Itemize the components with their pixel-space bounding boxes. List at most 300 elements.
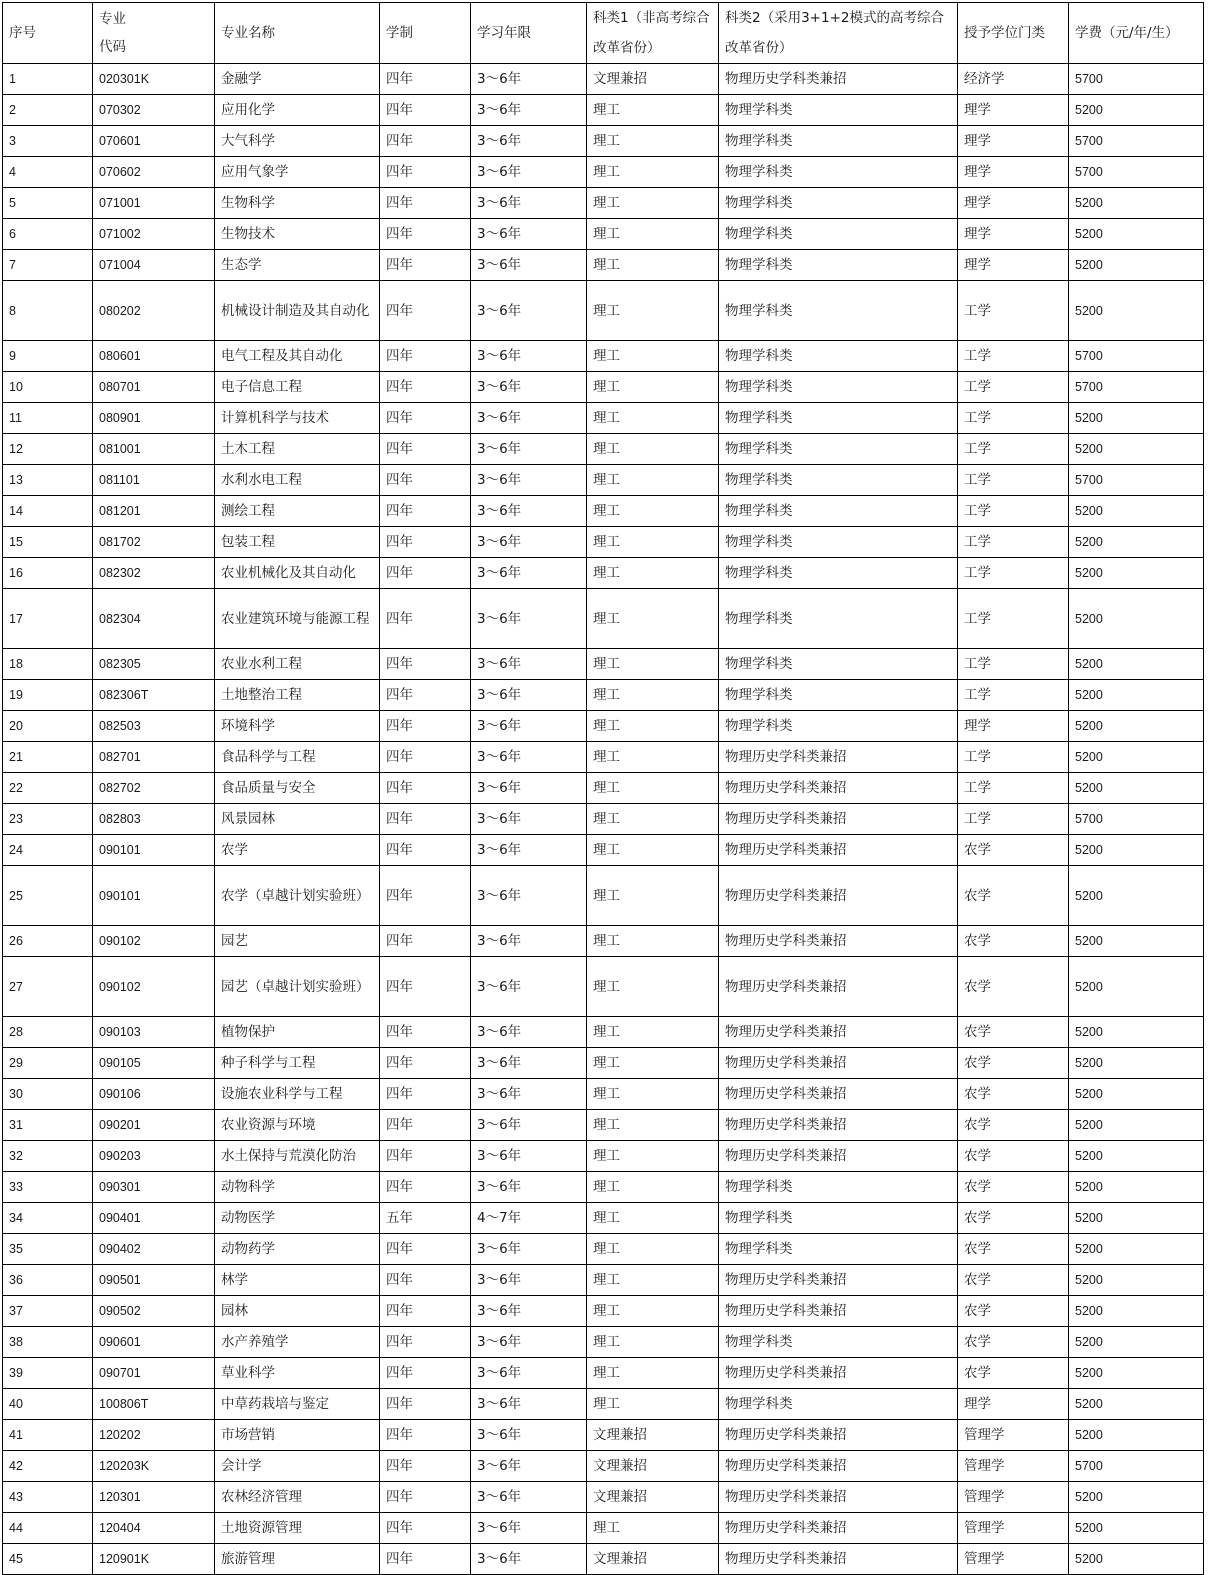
table-row	[3, 866, 1204, 926]
category-2: 物理历史学科类兼招	[719, 1513, 958, 1544]
category-2: 物理学科类	[719, 95, 958, 126]
category-2: 物理学科类	[719, 1172, 958, 1203]
table-row	[3, 1482, 1204, 1513]
major-code: 082702	[93, 773, 215, 804]
degree: 管理学	[958, 1420, 1069, 1451]
category-1: 理工	[587, 1265, 719, 1296]
study-years: 3～6年	[471, 1265, 587, 1296]
table-row	[3, 680, 1204, 711]
tuition: 5200	[1069, 1389, 1204, 1420]
major-code: 090501	[93, 1265, 215, 1296]
table-header	[3, 3, 1204, 64]
row-index: 29	[3, 1048, 93, 1079]
tuition: 5200	[1069, 1265, 1204, 1296]
col-tuition-header: 学费（元/年/生）	[1069, 3, 1204, 64]
category-2: 物理学科类	[719, 680, 958, 711]
degree: 农学	[958, 1141, 1069, 1172]
tuition: 5200	[1069, 1203, 1204, 1234]
major-name: 环境科学	[215, 711, 380, 742]
tuition: 5200	[1069, 95, 1204, 126]
table-row	[3, 1141, 1204, 1172]
major-code: 081101	[93, 465, 215, 496]
major-code: 090201	[93, 1110, 215, 1141]
degree: 经济学	[958, 64, 1069, 95]
table-row	[3, 1544, 1204, 1575]
category-2: 物理历史学科类兼招	[719, 1265, 958, 1296]
study-years: 3～6年	[471, 1358, 587, 1389]
degree: 管理学	[958, 1544, 1069, 1575]
major-code: 100806T	[93, 1389, 215, 1420]
degree: 农学	[958, 1327, 1069, 1358]
category-1: 理工	[587, 219, 719, 250]
tuition: 5200	[1069, 1327, 1204, 1358]
degree: 管理学	[958, 1513, 1069, 1544]
duration: 四年	[380, 1048, 471, 1079]
major-name: 应用化学	[215, 95, 380, 126]
tuition: 5200	[1069, 281, 1204, 341]
duration: 四年	[380, 926, 471, 957]
table-row	[3, 465, 1204, 496]
study-years: 3～6年	[471, 926, 587, 957]
category-1: 理工	[587, 558, 719, 589]
degree: 理学	[958, 250, 1069, 281]
col-study-years-header: 学习年限	[471, 3, 587, 64]
tuition: 5200	[1069, 957, 1204, 1017]
table-row	[3, 1420, 1204, 1451]
row-index: 16	[3, 558, 93, 589]
row-index: 39	[3, 1358, 93, 1389]
table-row	[3, 773, 1204, 804]
category-2: 物理历史学科类兼招	[719, 1482, 958, 1513]
degree: 农学	[958, 1110, 1069, 1141]
category-2: 物理历史学科类兼招	[719, 835, 958, 866]
category-2: 物理历史学科类兼招	[719, 1110, 958, 1141]
major-code: 090701	[93, 1358, 215, 1389]
major-code: 082503	[93, 711, 215, 742]
tuition: 5200	[1069, 926, 1204, 957]
duration: 四年	[380, 527, 471, 558]
duration: 四年	[380, 1420, 471, 1451]
table-row	[3, 496, 1204, 527]
major-name: 动物药学	[215, 1234, 380, 1265]
tuition: 5200	[1069, 742, 1204, 773]
category-1: 理工	[587, 742, 719, 773]
major-name: 金融学	[215, 64, 380, 95]
row-index: 24	[3, 835, 93, 866]
duration: 四年	[380, 1172, 471, 1203]
major-name: 生态学	[215, 250, 380, 281]
category-1: 理工	[587, 1141, 719, 1172]
study-years: 3～6年	[471, 742, 587, 773]
duration: 四年	[380, 403, 471, 434]
duration: 四年	[380, 281, 471, 341]
category-2: 物理学科类	[719, 1203, 958, 1234]
tuition: 5200	[1069, 1544, 1204, 1575]
duration: 四年	[380, 680, 471, 711]
major-name: 园艺	[215, 926, 380, 957]
major-code: 090106	[93, 1079, 215, 1110]
study-years: 3～6年	[471, 95, 587, 126]
category-2: 物理历史学科类兼招	[719, 1141, 958, 1172]
study-years: 3～6年	[471, 589, 587, 649]
table-row	[3, 558, 1204, 589]
category-2: 物理历史学科类兼招	[719, 926, 958, 957]
row-index: 4	[3, 157, 93, 188]
duration: 四年	[380, 711, 471, 742]
category-1: 理工	[587, 1358, 719, 1389]
duration: 四年	[380, 835, 471, 866]
category-1: 理工	[587, 773, 719, 804]
category-2: 物理学科类	[719, 711, 958, 742]
major-name: 会计学	[215, 1451, 380, 1482]
category-2: 物理历史学科类兼招	[719, 804, 958, 835]
tuition: 5200	[1069, 496, 1204, 527]
table-row	[3, 281, 1204, 341]
major-name: 风景园林	[215, 804, 380, 835]
degree: 农学	[958, 1296, 1069, 1327]
row-index: 31	[3, 1110, 93, 1141]
study-years: 3～6年	[471, 434, 587, 465]
category-1: 理工	[587, 465, 719, 496]
duration: 四年	[380, 1296, 471, 1327]
tuition: 5200	[1069, 1482, 1204, 1513]
major-code: 090102	[93, 957, 215, 1017]
category-1: 理工	[587, 1513, 719, 1544]
study-years: 3～6年	[471, 649, 587, 680]
study-years: 3～6年	[471, 341, 587, 372]
degree: 工学	[958, 465, 1069, 496]
study-years: 3～6年	[471, 157, 587, 188]
major-name: 计算机科学与技术	[215, 403, 380, 434]
study-years: 3～6年	[471, 1544, 587, 1575]
duration: 四年	[380, 957, 471, 1017]
category-2: 物理学科类	[719, 341, 958, 372]
degree: 工学	[958, 742, 1069, 773]
table-row	[3, 1451, 1204, 1482]
table-row	[3, 1327, 1204, 1358]
major-name: 生物科学	[215, 188, 380, 219]
category-2: 物理学科类	[719, 126, 958, 157]
row-index: 23	[3, 804, 93, 835]
major-code: 082302	[93, 558, 215, 589]
tuition: 5200	[1069, 1017, 1204, 1048]
row-index: 28	[3, 1017, 93, 1048]
major-name: 农业资源与环境	[215, 1110, 380, 1141]
duration: 四年	[380, 465, 471, 496]
row-index: 43	[3, 1482, 93, 1513]
duration: 四年	[380, 95, 471, 126]
degree: 理学	[958, 711, 1069, 742]
category-1: 理工	[587, 496, 719, 527]
study-years: 3～6年	[471, 711, 587, 742]
category-2: 物理学科类	[719, 188, 958, 219]
table-row	[3, 1079, 1204, 1110]
major-name: 水产养殖学	[215, 1327, 380, 1358]
col-major-name-header: 专业名称	[215, 3, 380, 64]
table-row	[3, 1203, 1204, 1234]
major-code: 070302	[93, 95, 215, 126]
category-1: 理工	[587, 835, 719, 866]
major-code: 081702	[93, 527, 215, 558]
table-row	[3, 341, 1204, 372]
tuition: 5700	[1069, 64, 1204, 95]
table-row	[3, 95, 1204, 126]
degree: 农学	[958, 1048, 1069, 1079]
row-index: 45	[3, 1544, 93, 1575]
category-1: 文理兼招	[587, 1420, 719, 1451]
category-1: 理工	[587, 188, 719, 219]
category-1: 理工	[587, 372, 719, 403]
study-years: 3～6年	[471, 250, 587, 281]
duration: 四年	[380, 372, 471, 403]
tuition: 5200	[1069, 219, 1204, 250]
study-years: 3～6年	[471, 680, 587, 711]
major-name: 水土保持与荒漠化防治	[215, 1141, 380, 1172]
degree: 工学	[958, 804, 1069, 835]
row-index: 42	[3, 1451, 93, 1482]
tuition: 5700	[1069, 126, 1204, 157]
study-years: 3～6年	[471, 1327, 587, 1358]
tuition: 5200	[1069, 188, 1204, 219]
duration: 四年	[380, 804, 471, 835]
table-row	[3, 1110, 1204, 1141]
major-name: 食品科学与工程	[215, 742, 380, 773]
category-2: 物理学科类	[719, 157, 958, 188]
study-years: 3～6年	[471, 866, 587, 926]
category-2: 物理学科类	[719, 649, 958, 680]
major-code: 120404	[93, 1513, 215, 1544]
degree: 农学	[958, 1234, 1069, 1265]
col-duration-header: 学制	[380, 3, 471, 64]
category-1: 理工	[587, 804, 719, 835]
tuition: 5200	[1069, 1172, 1204, 1203]
duration: 四年	[380, 1482, 471, 1513]
degree: 农学	[958, 835, 1069, 866]
category-2: 物理学科类	[719, 527, 958, 558]
degree: 管理学	[958, 1451, 1069, 1482]
major-code: 080701	[93, 372, 215, 403]
major-name: 水利水电工程	[215, 465, 380, 496]
duration: 四年	[380, 1544, 471, 1575]
degree: 工学	[958, 403, 1069, 434]
major-name: 园林	[215, 1296, 380, 1327]
duration: 四年	[380, 866, 471, 926]
row-index: 8	[3, 281, 93, 341]
duration: 四年	[380, 1141, 471, 1172]
degree: 理学	[958, 157, 1069, 188]
row-index: 18	[3, 649, 93, 680]
major-code: 081001	[93, 434, 215, 465]
tuition: 5200	[1069, 1234, 1204, 1265]
tuition: 5700	[1069, 1451, 1204, 1482]
major-code: 082306T	[93, 680, 215, 711]
major-code: 090601	[93, 1327, 215, 1358]
major-code: 020301K	[93, 64, 215, 95]
major-name: 农业水利工程	[215, 649, 380, 680]
majors-table	[2, 2, 1204, 1575]
study-years: 3～6年	[471, 1079, 587, 1110]
study-years: 3～6年	[471, 1141, 587, 1172]
category-1: 理工	[587, 527, 719, 558]
row-index: 13	[3, 465, 93, 496]
row-index: 7	[3, 250, 93, 281]
degree: 工学	[958, 680, 1069, 711]
major-code: 090502	[93, 1296, 215, 1327]
table-row	[3, 957, 1204, 1017]
table-row	[3, 835, 1204, 866]
category-2: 物理历史学科类兼招	[719, 1079, 958, 1110]
major-code: 082304	[93, 589, 215, 649]
degree: 工学	[958, 558, 1069, 589]
table-row	[3, 219, 1204, 250]
degree: 农学	[958, 1203, 1069, 1234]
tuition: 5700	[1069, 341, 1204, 372]
table-row	[3, 649, 1204, 680]
degree: 工学	[958, 496, 1069, 527]
degree: 工学	[958, 527, 1069, 558]
major-name: 农学（卓越计划实验班）	[215, 866, 380, 926]
row-index: 11	[3, 403, 93, 434]
degree: 农学	[958, 957, 1069, 1017]
major-code: 090105	[93, 1048, 215, 1079]
degree: 农学	[958, 1172, 1069, 1203]
category-1: 理工	[587, 957, 719, 1017]
category-1: 文理兼招	[587, 1544, 719, 1575]
major-name: 土木工程	[215, 434, 380, 465]
tuition: 5700	[1069, 465, 1204, 496]
tuition: 5200	[1069, 773, 1204, 804]
major-code: 082701	[93, 742, 215, 773]
tuition: 5700	[1069, 157, 1204, 188]
major-name: 电气工程及其自动化	[215, 341, 380, 372]
study-years: 3～6年	[471, 188, 587, 219]
table-body	[3, 64, 1204, 1575]
table-row	[3, 742, 1204, 773]
degree: 工学	[958, 341, 1069, 372]
row-index: 3	[3, 126, 93, 157]
category-1: 文理兼招	[587, 64, 719, 95]
row-index: 25	[3, 866, 93, 926]
category-1: 理工	[587, 341, 719, 372]
category-1: 理工	[587, 926, 719, 957]
category-1: 理工	[587, 157, 719, 188]
category-2: 物理学科类	[719, 496, 958, 527]
study-years: 3～6年	[471, 126, 587, 157]
row-index: 35	[3, 1234, 93, 1265]
category-1: 理工	[587, 589, 719, 649]
major-name: 食品质量与安全	[215, 773, 380, 804]
major-name: 动物科学	[215, 1172, 380, 1203]
major-name: 生物技术	[215, 219, 380, 250]
tuition: 5200	[1069, 1296, 1204, 1327]
row-index: 9	[3, 341, 93, 372]
degree: 工学	[958, 773, 1069, 804]
category-1: 理工	[587, 126, 719, 157]
col-major-code-header: 专业 代码	[93, 3, 215, 64]
duration: 四年	[380, 341, 471, 372]
row-index: 19	[3, 680, 93, 711]
category-1: 理工	[587, 95, 719, 126]
duration: 四年	[380, 742, 471, 773]
tuition: 5200	[1069, 589, 1204, 649]
degree: 工学	[958, 589, 1069, 649]
tuition: 5200	[1069, 558, 1204, 589]
duration: 四年	[380, 188, 471, 219]
duration: 四年	[380, 1513, 471, 1544]
tuition: 5200	[1069, 680, 1204, 711]
study-years: 4～7年	[471, 1203, 587, 1234]
row-index: 36	[3, 1265, 93, 1296]
duration: 四年	[380, 1234, 471, 1265]
major-code: 090402	[93, 1234, 215, 1265]
degree: 工学	[958, 281, 1069, 341]
study-years: 3～6年	[471, 773, 587, 804]
major-name: 农林经济管理	[215, 1482, 380, 1513]
table-row	[3, 711, 1204, 742]
study-years: 3～6年	[471, 527, 587, 558]
major-name: 种子科学与工程	[215, 1048, 380, 1079]
study-years: 3～6年	[471, 1296, 587, 1327]
row-index: 6	[3, 219, 93, 250]
table-row	[3, 926, 1204, 957]
study-years: 3～6年	[471, 1513, 587, 1544]
category-1: 理工	[587, 1389, 719, 1420]
study-years: 3～6年	[471, 1420, 587, 1451]
category-2: 物理历史学科类兼招	[719, 1420, 958, 1451]
duration: 四年	[380, 1110, 471, 1141]
major-name: 林学	[215, 1265, 380, 1296]
duration: 四年	[380, 1358, 471, 1389]
table-row	[3, 1172, 1204, 1203]
major-code: 082803	[93, 804, 215, 835]
category-1: 理工	[587, 1327, 719, 1358]
table-row	[3, 434, 1204, 465]
category-2: 物理历史学科类兼招	[719, 773, 958, 804]
row-index: 44	[3, 1513, 93, 1544]
duration: 四年	[380, 1017, 471, 1048]
category-2: 物理历史学科类兼招	[719, 64, 958, 95]
study-years: 3～6年	[471, 1451, 587, 1482]
table-row	[3, 589, 1204, 649]
table-row	[3, 804, 1204, 835]
table-row	[3, 1017, 1204, 1048]
study-years: 3～6年	[471, 1017, 587, 1048]
degree: 农学	[958, 926, 1069, 957]
category-2: 物理历史学科类兼招	[719, 1048, 958, 1079]
category-1: 理工	[587, 866, 719, 926]
category-2: 物理历史学科类兼招	[719, 957, 958, 1017]
study-years: 3～6年	[471, 281, 587, 341]
category-2: 物理历史学科类兼招	[719, 1451, 958, 1482]
tuition: 5200	[1069, 1110, 1204, 1141]
category-1: 理工	[587, 1296, 719, 1327]
duration: 四年	[380, 1327, 471, 1358]
major-code: 090102	[93, 926, 215, 957]
major-name: 农业建筑环境与能源工程	[215, 589, 380, 649]
tuition: 5200	[1069, 1079, 1204, 1110]
major-name: 农学	[215, 835, 380, 866]
duration: 四年	[380, 649, 471, 680]
degree: 工学	[958, 649, 1069, 680]
major-code: 090401	[93, 1203, 215, 1234]
category-1: 文理兼招	[587, 1451, 719, 1482]
col-degree-header: 授予学位门类	[958, 3, 1069, 64]
category-2: 物理学科类	[719, 281, 958, 341]
study-years: 3～6年	[471, 1389, 587, 1420]
study-years: 3～6年	[471, 1110, 587, 1141]
category-1: 理工	[587, 1234, 719, 1265]
table-row	[3, 1234, 1204, 1265]
